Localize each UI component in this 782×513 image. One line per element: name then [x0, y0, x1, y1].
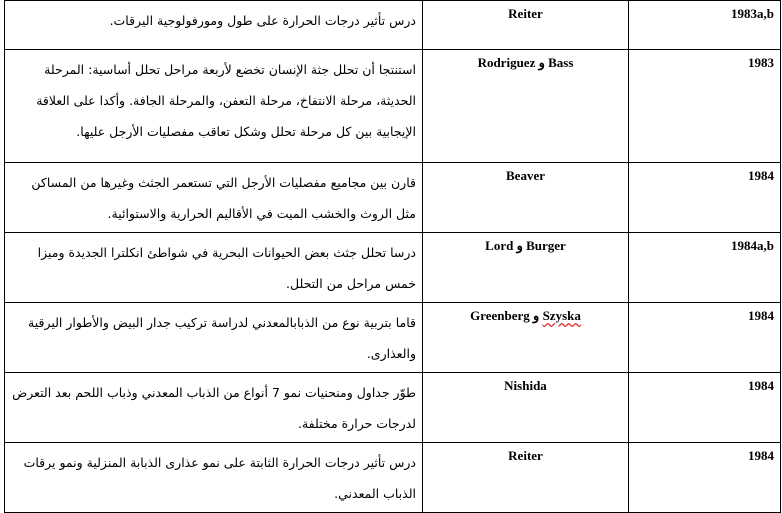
author-cell: [423, 1, 629, 50]
year-cell: 1984a,b: [629, 233, 781, 303]
year-cell: 1984: [629, 443, 781, 513]
year-cell: 1984: [629, 163, 781, 233]
author-cell: [423, 303, 629, 373]
table-row: [5, 233, 781, 303]
author-cell: [423, 373, 629, 443]
description-cell: طوّر جداول ومنحنيات نمو 7 أنواع من الذباب المعدني وذباب اللحم بعد التعرض لدرجات حرارة مختلفة.: [5, 373, 423, 443]
author-name: Szyska و Greenberg: [470, 308, 581, 323]
year-cell: 1984: [629, 303, 781, 373]
table-row: [5, 303, 781, 373]
references-table: [4, 0, 781, 513]
table-row: [5, 50, 781, 163]
author-name: Reiter: [508, 6, 543, 21]
table-row: [5, 373, 781, 443]
author-name: Nishida: [504, 378, 547, 393]
description-cell: درس تأثير درجات الحرارة الثابتة على نمو عذارى الذبابة المنزلية ونمو يرقات الذباب المعدني.: [5, 443, 423, 513]
description-cell: استنتجا أن تحلل جثة الإنسان تخضع لأربعة مراحل تحلل أساسية: المرحلة الحديثة، مرحلة الانتفاخ، مرحلة التعفن، والمرحلة الجافة. وأكدا على العلاقة الإيجابية بين كل مرحلة تحلل وشكل تعاقب مفصليات الأرجل عليها.: [5, 50, 423, 163]
year-cell: 1984: [629, 373, 781, 443]
description-cell: درس تأثير درجات الحرارة على طول ومورفولوجية اليرقات.: [5, 1, 423, 50]
year-cell: 1983a,b: [629, 1, 781, 50]
author-name: Reiter: [508, 448, 543, 463]
description-cell: درسا تحلل جثث بعض الحيوانات البحرية في شواطئ انكلترا الجديدة وميزا خمس مراحل من التحلل.: [5, 233, 423, 303]
author-cell: [423, 443, 629, 513]
description-cell: قاما بتربية نوع من الذبابالمعدني لدراسة تركيب جدار البيض والأطوار اليرقية والعذارى.: [5, 303, 423, 373]
table-row: [5, 1, 781, 50]
author-name: Beaver: [506, 168, 545, 183]
table-row: [5, 163, 781, 233]
table-row: [5, 443, 781, 513]
author-cell: [423, 50, 629, 163]
author-cell: [423, 163, 629, 233]
description-cell: قارن بين مجاميع مفصليات الأرجل التي تستعمر الجثث وغيرها من المساكن مثل الروث والخشب الميت في الأقاليم الحرارية والاستوائية.: [5, 163, 423, 233]
author-name: Burger و Lord: [485, 238, 566, 253]
author-cell: [423, 233, 629, 303]
author-name: Bass و Rodriguez: [477, 55, 574, 70]
spellcheck-underline: Szyska: [542, 308, 581, 323]
year-cell: 1983: [629, 50, 781, 163]
